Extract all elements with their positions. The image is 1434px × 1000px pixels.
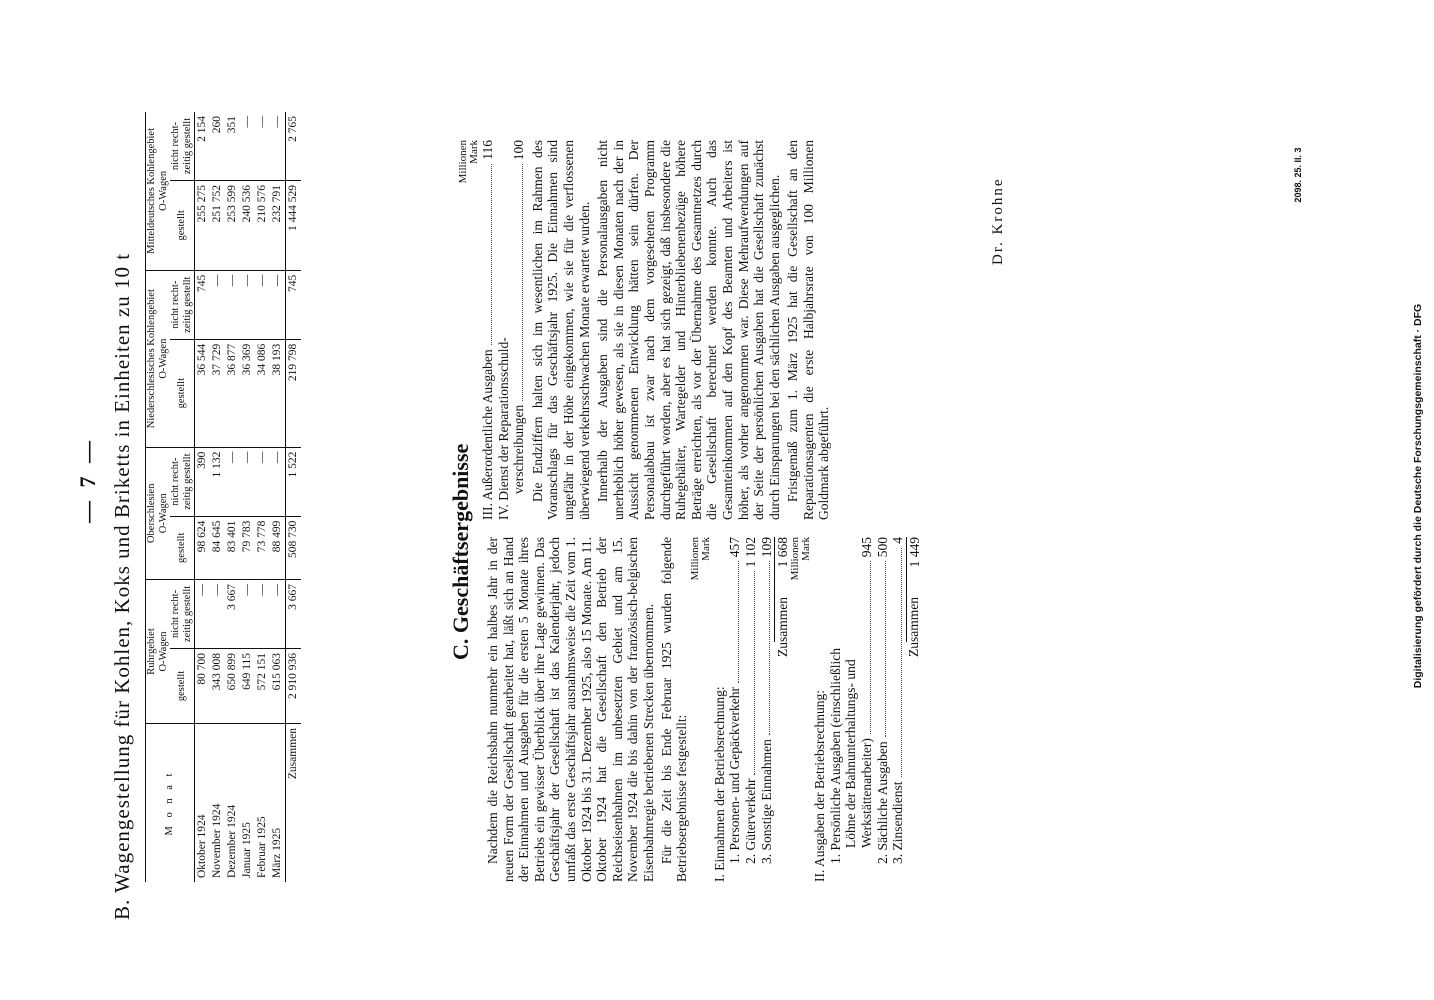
sub-header: O-Wagen bbox=[158, 447, 170, 579]
value-cell: — bbox=[195, 579, 211, 648]
archive-stamp: 2098. 25. II. 3 bbox=[1293, 147, 1303, 203]
value-cell: 98 624 bbox=[195, 516, 211, 579]
left-column bbox=[485, 537, 922, 882]
total-cell: 2 910 936 bbox=[286, 648, 302, 723]
paragraph-results: Für die Zeit bis Ende Februar 1925 wurden folgende Betriebsergebnisse festgestellt: bbox=[658, 537, 690, 882]
value-cell: — bbox=[240, 112, 255, 181]
value-cell: 3 667 bbox=[225, 579, 240, 648]
value-cell: 36 544 bbox=[195, 339, 211, 447]
value-cell: 79 783 bbox=[240, 516, 255, 579]
unit-label: Millionen Mark bbox=[789, 537, 813, 581]
sub-header: O-Wagen bbox=[158, 579, 170, 723]
item-4-row: verschreibungen 100 bbox=[511, 140, 527, 494]
value-cell: 36 369 bbox=[240, 339, 255, 447]
total-cell: 3 667 bbox=[286, 579, 302, 648]
value-cell: 745 bbox=[195, 270, 211, 339]
value-cell: 232 791 bbox=[270, 181, 286, 271]
table-row bbox=[240, 112, 255, 882]
value-cell: 88 499 bbox=[270, 516, 286, 579]
value-cell: 80 700 bbox=[195, 648, 211, 723]
value-cell: 255 275 bbox=[195, 181, 211, 271]
income-row: 2. Güterverkehr 1 102 bbox=[742, 537, 758, 864]
right-column bbox=[458, 140, 832, 520]
month-cell: März 1925 bbox=[271, 827, 283, 878]
value-cell: — bbox=[225, 447, 240, 516]
paragraph-intro: Nachdem die Reichsbahn nunmehr ein halbes Jahr in der neuen Form der Gesellschaft gearbeitet hat, läßt sich an Hand der Einnahmen und Ausgaben für die ersten 5 Monate ihres Betriebs ein gewisser Überblick über ihre Lage gewinnen. Das Geschäftsjahr der Gesellschaft ist das Kalenderjahr, jedoch umfaßt das erste Geschäftsjahr ausnahmsweise die Zeit vom 1. Oktober 1924 bis 31. Dezember 1925, also 15 Monate. Am 11. Oktober 1924 hat die Gesellschaft den Betrieb der Reichseisenbahnen im unbesetzten Gebiet und am 15. November 1924 die bis dahin von der französisch-belgischen Eisenbahnregie betriebenen Strecken übernommen. bbox=[485, 537, 656, 882]
value-cell: 351 bbox=[225, 112, 240, 181]
total-cell: 745 bbox=[286, 270, 302, 339]
item-3-row: III. Außerordentliche Ausgaben 116 bbox=[480, 140, 495, 520]
group-header-oberschlesien: Oberschlesien bbox=[146, 447, 159, 579]
col-nicht-rechtzeitig: nicht recht-zeitig gestellt bbox=[170, 270, 195, 339]
expense-total: 1 449 bbox=[906, 537, 923, 642]
income-total: 1 668 bbox=[774, 537, 791, 642]
wagon-table bbox=[145, 112, 301, 882]
value-cell: — bbox=[255, 447, 270, 516]
unit-label: Millionen Mark bbox=[457, 140, 480, 184]
value-cell: 1 132 bbox=[210, 447, 225, 516]
income-total-label: Zusammen bbox=[774, 597, 790, 657]
value-cell: 253 599 bbox=[225, 181, 240, 271]
table-row bbox=[225, 112, 240, 882]
income-row: 1. Personen- und Gepäckverkehr 457 bbox=[727, 537, 743, 864]
total-cell: 1 444 529 bbox=[286, 181, 302, 271]
value-cell: 240 536 bbox=[240, 181, 255, 271]
value-cell: — bbox=[225, 270, 240, 339]
col-nicht-rechtzeitig: nicht recht-zeitig gestellt bbox=[170, 447, 195, 516]
month-cell: November 1924 bbox=[211, 803, 223, 878]
value-cell: — bbox=[270, 579, 286, 648]
value-cell: 2 154 bbox=[195, 112, 211, 181]
month-cell: Dezember 1924 bbox=[226, 804, 238, 878]
value-cell: — bbox=[255, 112, 270, 181]
col-gestellt: gestellt bbox=[170, 181, 195, 271]
income-row: 3. Sonstige Einnahmen 109 bbox=[758, 537, 774, 864]
col-gestellt: gestellt bbox=[170, 339, 195, 447]
col-gestellt: gestellt bbox=[170, 516, 195, 579]
value-cell: 73 778 bbox=[255, 516, 270, 579]
total-label: Zusammen bbox=[286, 724, 302, 883]
unit-label: Millionen Mark bbox=[688, 537, 712, 581]
expense-row: Werkstättenarbeiter) 945 bbox=[859, 537, 875, 848]
value-cell: 34 086 bbox=[255, 339, 270, 447]
value-cell: 649 115 bbox=[240, 648, 255, 723]
value-cell: — bbox=[255, 579, 270, 648]
table-row bbox=[195, 112, 211, 882]
page-number: — 7 — bbox=[75, 437, 100, 523]
expense-row: 3. Zinsendienst 4 bbox=[890, 537, 906, 864]
value-cell: 84 645 bbox=[210, 516, 225, 579]
group-header-niederschlesien: Niederschlesisches Kohlengebiet bbox=[146, 270, 159, 447]
month-cell: Oktober 1924 bbox=[196, 814, 208, 878]
value-cell: — bbox=[270, 112, 286, 181]
value-cell: 251 752 bbox=[210, 181, 225, 271]
value-cell: 343 008 bbox=[210, 648, 225, 723]
sub-header: O-Wagen bbox=[158, 270, 170, 447]
group-header-ruhr: Ruhrgebiet bbox=[146, 579, 159, 723]
value-cell: 390 bbox=[195, 447, 211, 516]
table-row bbox=[210, 112, 225, 882]
paragraph-personal: Innerhalb der Ausgaben sind die Personalausgaben nicht unerheblich höher gewesen, als sie in diesen Monaten nach der in Aussicht genommenen Entwicklung hätten sein dürfen. Der Personalabbau ist zwar nach dem vorgesehenen Programm durchgeführt worden, aber es hat sich gezeigt, daß insbesondere die Ruhegehälter, Wartegelder und Hinterbliebenenbezüge höhere Beträge erreichten, als vor der Übernahme des Gesamtnetzes durch die Gesellschaft berechnet werden konnte. Auch das Gesamteinkommen auf den Kopf des Beamten und Arbeiters ist höher, als vorher angenommen war. Diese Mehraufwendungen auf der Seite der persönlichen Ausgaben hat die Gesellschaft zunächst durch Einsparungen bei den sächlichen Ausgaben ausgeglichen. bbox=[595, 140, 782, 520]
value-cell: 36 877 bbox=[225, 339, 240, 447]
value-cell: — bbox=[270, 270, 286, 339]
value-cell: 210 576 bbox=[255, 181, 270, 271]
paragraph-reparation: Fristgemäß zum 1. März 1925 hat die Gesellschaft an den Reparationsagenten die erste Halbjahrsrate von 100 Millionen Goldmark abgeführt. bbox=[785, 140, 832, 520]
col-gestellt: gestellt bbox=[170, 648, 195, 723]
total-cell: 219 798 bbox=[286, 339, 302, 447]
signature: Dr. Krohne bbox=[990, 177, 1006, 265]
value-cell: — bbox=[270, 447, 286, 516]
income-heading: I. Einnahmen der Betriebsrechnung: bbox=[711, 686, 727, 882]
month-cell: Februar 1925 bbox=[256, 816, 268, 878]
total-cell: 508 730 bbox=[286, 516, 302, 579]
dfg-sidebar: Digitalisierung gefördert durch die Deutsche Forschungsgemeinschaft · DFG bbox=[1412, 303, 1424, 689]
value-cell: — bbox=[255, 270, 270, 339]
col-month-header: M o n a t bbox=[146, 724, 195, 883]
month-cell: Januar 1925 bbox=[241, 822, 253, 878]
expense-1-line-a: 1. Persönliche Ausgaben (einschließlich bbox=[827, 648, 843, 864]
col-nicht-rechtzeitig: nicht recht-zeitig gestellt bbox=[170, 112, 195, 181]
value-cell: 38 193 bbox=[270, 339, 286, 447]
expense-total-label: Zusammen bbox=[906, 597, 922, 657]
total-row bbox=[286, 112, 302, 882]
value-cell: 650 899 bbox=[225, 648, 240, 723]
col-nicht-rechtzeitig: nicht recht-zeitig gestellt bbox=[170, 579, 195, 648]
sub-header: O-Wagen bbox=[158, 112, 170, 270]
section-c-heading: C. Geschäftsergebnisse bbox=[448, 443, 473, 660]
value-cell: — bbox=[240, 579, 255, 648]
value-cell: 615 063 bbox=[270, 648, 286, 723]
table-row bbox=[255, 112, 270, 882]
value-cell: — bbox=[240, 270, 255, 339]
value-cell: — bbox=[210, 579, 225, 648]
table-row bbox=[270, 112, 286, 882]
total-cell: 1 522 bbox=[286, 447, 302, 516]
item-4-line-a: IV. Dienst der Reparationsschuld- bbox=[495, 337, 511, 520]
value-cell: — bbox=[210, 270, 225, 339]
expense-1-line-b: Löhne der Bahnunterhaltungs- und bbox=[843, 659, 859, 848]
expense-heading: II. Ausgaben der Betriebsrechnung: bbox=[812, 690, 828, 882]
value-cell: — bbox=[240, 447, 255, 516]
paragraph-endziffern: Die Endziffern halten sich im wesentlichen im Rahmen des Voranschlags für das Geschäftsjahr 1925. Die Einnahmen sind ungefähr in der Höhe eingekommen, wie sie für die verflossenen überwiegend verkehrsschwachen Monate erwartet wurden. bbox=[529, 140, 592, 520]
expense-row: 2. Sächliche Ausgaben 500 bbox=[874, 537, 890, 864]
group-header-mitteldeutsch: Mitteldeutsches Kohlengebiet bbox=[146, 112, 159, 270]
value-cell: 572 151 bbox=[255, 648, 270, 723]
value-cell: 260 bbox=[210, 112, 225, 181]
value-cell: 37 729 bbox=[210, 339, 225, 447]
table-title: B. Wagengestellung für Kohlen, Koks und Briketts in Einheiten zu 10 t bbox=[110, 252, 134, 920]
value-cell: 83 401 bbox=[225, 516, 240, 579]
total-cell: 2 765 bbox=[286, 112, 302, 181]
